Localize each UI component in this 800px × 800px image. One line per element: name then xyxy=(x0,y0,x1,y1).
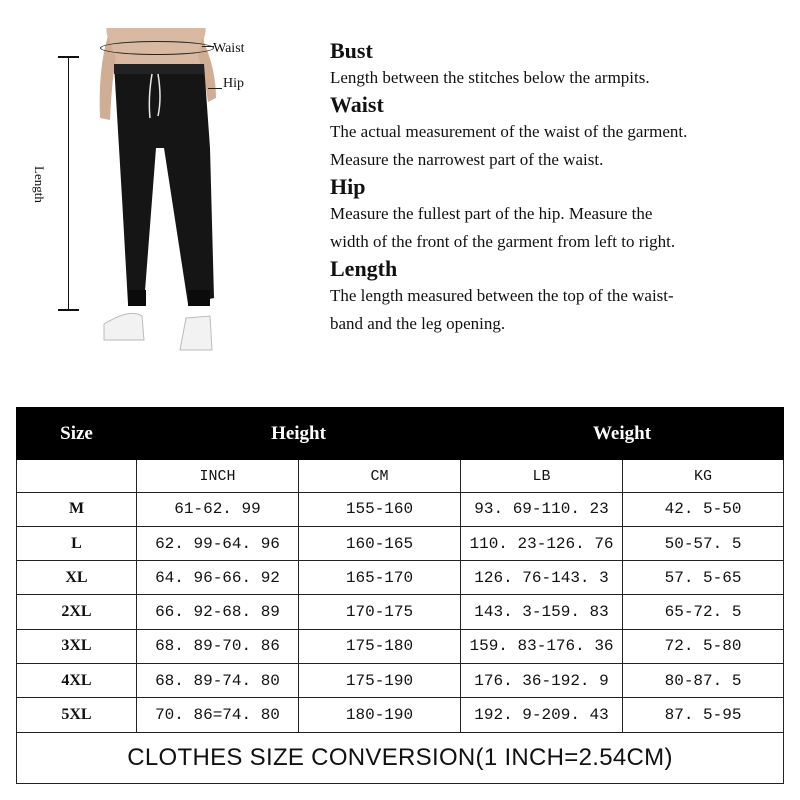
hip-label: Hip xyxy=(223,76,244,91)
kg-cell: 57. 5-65 xyxy=(623,561,784,595)
inch-cell: 62. 99-64. 96 xyxy=(137,526,299,560)
lb-cell: 93. 69-110. 23 xyxy=(461,492,623,526)
desc-heading: Hip xyxy=(330,174,366,199)
cm-cell: 170-175 xyxy=(299,595,461,629)
cm-cell: 175-180 xyxy=(299,629,461,663)
cm-cell: 180-190 xyxy=(299,698,461,732)
subheader-cm: CM xyxy=(299,460,461,492)
table-subheader-row xyxy=(17,460,784,492)
kg-cell: 80-87. 5 xyxy=(623,663,784,697)
hip-leader-line xyxy=(208,88,222,89)
size-cell: 2XL xyxy=(17,595,137,629)
lb-cell: 126. 76-143. 3 xyxy=(461,561,623,595)
size-chart-table xyxy=(16,407,784,784)
size-cell: 5XL xyxy=(17,698,137,732)
desc-line: band and the leg opening. xyxy=(330,314,506,333)
lb-cell: 143. 3-159. 83 xyxy=(461,595,623,629)
length-measure-rule xyxy=(68,56,69,311)
length-rule-bottom-cap xyxy=(58,309,79,311)
table-row xyxy=(17,561,784,595)
desc-line: The length measured between the top of the waist- xyxy=(330,286,674,305)
length-rule-top-cap xyxy=(58,56,79,58)
kg-cell: 65-72. 5 xyxy=(623,595,784,629)
lb-cell: 159. 83-176. 36 xyxy=(461,629,623,663)
table-row xyxy=(17,526,784,560)
kg-cell: 50-57. 5 xyxy=(623,526,784,560)
inch-cell: 61-62. 99 xyxy=(137,492,299,526)
subheader-lb: LB xyxy=(461,460,623,492)
subheader-inch: INCH xyxy=(137,460,299,492)
table-header-row xyxy=(17,408,784,460)
size-cell: 3XL xyxy=(17,629,137,663)
kg-cell: 42. 5-50 xyxy=(623,492,784,526)
pants-measurement-figure xyxy=(32,28,280,368)
desc-line: Measure the narrowest part of the waist. xyxy=(330,150,604,169)
desc-hip xyxy=(330,174,800,256)
cm-cell: 175-190 xyxy=(299,663,461,697)
weight-header: Weight xyxy=(461,408,784,460)
desc-waist xyxy=(330,92,800,174)
table-footer-row xyxy=(17,732,784,783)
size-cell: XL xyxy=(17,561,137,595)
waist-label: Waist xyxy=(213,41,245,56)
desc-heading: Waist xyxy=(330,92,384,117)
inch-cell: 68. 89-74. 80 xyxy=(137,663,299,697)
height-header: Height xyxy=(137,408,461,460)
size-conversion-note: CLOTHES SIZE CONVERSION(1 INCH=2.54CM) xyxy=(17,732,784,783)
measurement-descriptions xyxy=(330,38,800,338)
lb-cell: 110. 23-126. 76 xyxy=(461,526,623,560)
table-row xyxy=(17,595,784,629)
desc-length xyxy=(330,256,800,338)
inch-cell: 66. 92-68. 89 xyxy=(137,595,299,629)
desc-line: Length between the stitches below the armpits. xyxy=(330,68,650,87)
size-cell: 4XL xyxy=(17,663,137,697)
subheader-empty xyxy=(17,460,137,492)
cm-cell: 165-170 xyxy=(299,561,461,595)
table-row xyxy=(17,492,784,526)
desc-line: width of the front of the garment from left to right. xyxy=(330,232,676,251)
desc-line: The actual measurement of the waist of the garment. xyxy=(330,122,688,141)
kg-cell: 72. 5-80 xyxy=(623,629,784,663)
inch-cell: 70. 86=74. 80 xyxy=(137,698,299,732)
inch-cell: 64. 96-66. 92 xyxy=(137,561,299,595)
subheader-kg: KG xyxy=(623,460,784,492)
lb-cell: 176. 36-192. 9 xyxy=(461,663,623,697)
desc-bust xyxy=(330,38,800,92)
table-row xyxy=(17,663,784,697)
size-cell: L xyxy=(17,526,137,560)
desc-heading: Bust xyxy=(330,38,373,63)
size-header: Size xyxy=(17,408,137,460)
desc-heading: Length xyxy=(330,256,398,281)
jogger-pants-model-image xyxy=(40,28,280,368)
waist-measure-ellipse xyxy=(100,41,214,55)
inch-cell: 68. 89-70. 86 xyxy=(137,629,299,663)
cm-cell: 160-165 xyxy=(299,526,461,560)
cm-cell: 155-160 xyxy=(299,492,461,526)
size-cell: M xyxy=(17,492,137,526)
table-row xyxy=(17,629,784,663)
lb-cell: 192. 9-209. 43 xyxy=(461,698,623,732)
length-label: Length xyxy=(32,166,47,203)
desc-line: Measure the fullest part of the hip. Measure the xyxy=(330,204,653,223)
table-row xyxy=(17,698,784,732)
kg-cell: 87. 5-95 xyxy=(623,698,784,732)
